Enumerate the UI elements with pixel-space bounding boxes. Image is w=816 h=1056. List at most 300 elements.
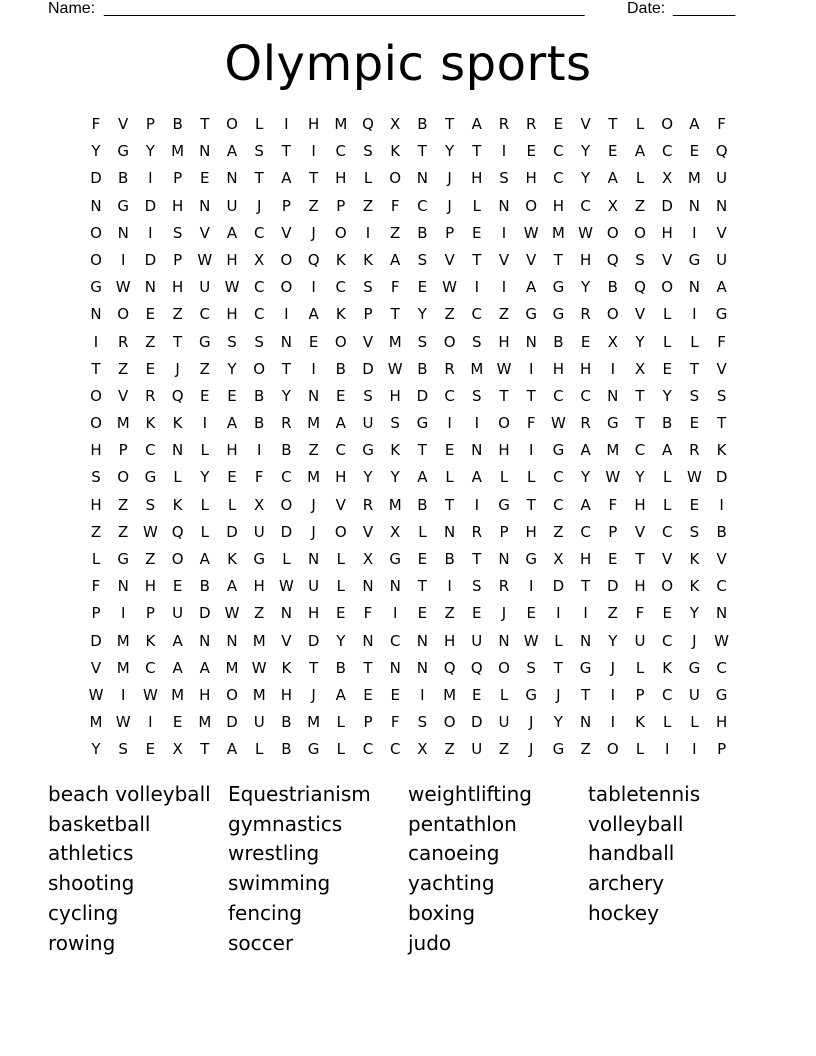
grid-letter[interactable]: O [280,250,293,269]
grid-letter[interactable]: E [336,386,346,405]
grid-letter[interactable]: L [418,522,427,541]
grid-letter[interactable]: D [307,631,320,650]
grid-letter[interactable]: E [417,604,428,623]
grid-letter[interactable]: T [363,658,373,677]
grid-letter[interactable]: T [254,169,264,188]
grid-letter[interactable]: M [116,414,130,433]
grid-letter[interactable]: T [445,495,455,514]
grid-letter[interactable]: O [661,577,674,596]
grid-letter[interactable]: E [145,740,156,759]
grid-letter[interactable]: O [90,386,102,405]
grid-letter[interactable]: D [226,713,238,732]
grid-letter[interactable]: E [472,223,482,242]
grid-letter[interactable]: B [444,550,455,568]
grid-letter[interactable]: I [501,223,507,242]
grid-letter[interactable]: D [280,522,293,541]
grid-letter[interactable]: F [91,577,101,596]
grid-letter[interactable]: M [89,713,103,732]
grid-letter[interactable]: T [689,359,699,378]
grid-letter[interactable]: S [472,577,482,596]
grid-letter[interactable]: O [90,223,102,242]
grid-letter[interactable]: N [688,278,700,297]
grid-letter[interactable]: O [634,223,646,242]
grid-letter[interactable]: W [115,713,131,732]
grid-letter[interactable]: R [580,414,591,433]
grid-letter[interactable]: R [498,115,510,133]
grid-letter[interactable]: A [335,414,346,433]
grid-letter[interactable]: G [389,550,401,568]
grid-letter[interactable]: S [390,414,400,433]
grid-letter[interactable]: B [335,359,346,378]
grid-letter[interactable]: L [663,305,672,324]
grid-letter[interactable]: N [144,278,156,297]
grid-letter[interactable]: I [311,278,316,297]
grid-letter[interactable]: I [311,359,316,378]
grid-letter[interactable]: A [199,658,210,677]
grid-letter[interactable]: A [335,685,346,704]
grid-letter[interactable]: S [118,740,128,759]
grid-letter[interactable]: H [634,577,646,596]
grid-letter[interactable]: Q [362,115,374,133]
grid-letter[interactable]: T [526,495,536,514]
grid-letter[interactable]: T [390,305,400,324]
grid-letter[interactable]: J [311,495,316,514]
grid-letter[interactable]: C [253,305,265,324]
grid-letter[interactable]: J [610,658,616,677]
grid-letter[interactable]: Y [553,713,563,732]
grid-letter[interactable]: M [225,658,239,677]
grid-letter[interactable]: C [553,468,564,487]
grid-letter[interactable]: A [716,278,727,297]
grid-letter[interactable]: V [662,550,673,568]
grid-letter[interactable]: N [389,658,401,677]
grid-letter[interactable]: V [362,332,374,351]
grid-letter[interactable]: E [472,604,482,623]
grid-letter[interactable]: L [635,169,645,188]
grid-letter[interactable]: S [363,142,373,161]
grid-letter[interactable]: A [580,441,591,460]
grid-letter[interactable]: Z [553,522,564,541]
grid-letter[interactable]: I [148,713,153,732]
grid-letter[interactable]: P [173,250,183,269]
grid-letter[interactable]: H [335,169,347,188]
grid-letter[interactable]: H [498,441,510,460]
grid-letter[interactable]: Q [171,522,184,541]
grid-letter[interactable]: S [689,522,700,541]
grid-letter[interactable]: A [226,414,238,433]
grid-letter[interactable]: T [581,577,591,596]
grid-letter[interactable]: T [173,332,183,351]
grid-letter[interactable]: I [311,142,316,161]
grid-letter[interactable]: A [226,223,238,242]
grid-letter[interactable]: A [226,142,238,161]
grid-letter[interactable]: H [335,468,347,487]
grid-letter[interactable]: T [281,142,291,161]
grid-letter[interactable]: N [607,386,619,405]
grid-letter[interactable]: A [308,305,319,324]
grid-letter[interactable]: L [690,332,699,351]
grid-letter[interactable]: B [716,522,727,541]
grid-letter[interactable]: X [553,550,564,568]
grid-letter[interactable]: N [471,441,483,460]
grid-letter[interactable]: F [717,332,726,351]
grid-letter[interactable]: K [145,631,156,650]
grid-letter[interactable]: B [254,414,265,433]
grid-letter[interactable]: T [472,250,482,269]
grid-letter[interactable]: D [552,577,565,596]
grid-letter[interactable]: C [199,305,211,324]
grid-letter[interactable]: G [552,740,565,759]
grid-letter[interactable]: P [91,604,101,623]
grid-letter[interactable]: O [334,223,347,242]
grid-letter[interactable]: I [692,223,697,242]
grid-letter[interactable]: P [363,713,373,732]
grid-letter[interactable]: M [388,332,402,351]
grid-letter[interactable]: N [280,332,292,351]
grid-letter[interactable]: C [580,386,591,405]
grid-letter[interactable]: I [528,577,534,596]
grid-letter[interactable]: K [335,250,346,269]
grid-letter[interactable]: M [334,115,348,133]
grid-letter[interactable]: O [171,550,184,568]
grid-letter[interactable]: Y [145,142,155,161]
grid-letter[interactable]: M [171,685,185,704]
grid-letter[interactable]: L [635,740,645,759]
grid-letter[interactable]: S [172,223,183,242]
grid-letter[interactable]: G [579,658,592,677]
grid-letter[interactable]: L [200,441,209,460]
grid-letter[interactable]: X [254,495,265,514]
grid-letter[interactable]: R [689,441,700,460]
grid-letter[interactable]: V [634,305,646,324]
grid-letter[interactable]: J [311,223,316,242]
grid-letter[interactable]: H [715,713,728,732]
grid-letter[interactable]: K [363,250,373,269]
grid-letter[interactable]: B [553,332,564,351]
date-blank[interactable]: _______ [673,0,736,17]
grid-letter[interactable]: N [362,577,374,596]
grid-letter[interactable]: A [172,631,183,650]
grid-letter[interactable]: S [145,495,156,514]
grid-letter[interactable]: M [307,713,321,732]
grid-letter[interactable]: F [390,196,400,215]
grid-letter[interactable]: N [362,631,374,650]
grid-letter[interactable]: V [90,658,102,677]
grid-letter[interactable]: S [254,332,264,351]
grid-letter[interactable]: D [661,196,673,215]
grid-letter[interactable]: Q [606,250,619,269]
grid-letter[interactable]: Y [227,359,237,378]
grid-letter[interactable]: C [553,169,564,188]
grid-letter[interactable]: H [579,250,592,269]
grid-letter[interactable]: Q [307,250,320,269]
grid-letter[interactable]: I [93,332,99,351]
grid-letter[interactable]: J [501,604,507,623]
grid-letter[interactable]: B [662,414,673,433]
grid-letter[interactable]: R [362,495,374,514]
grid-letter[interactable]: B [199,577,210,596]
grid-letter[interactable]: O [661,115,674,133]
grid-letter[interactable]: L [91,550,101,568]
grid-letter[interactable]: X [607,332,618,351]
grid-letter[interactable]: D [90,169,102,188]
grid-letter[interactable]: L [663,713,672,732]
grid-letter[interactable]: H [443,631,456,650]
grid-letter[interactable]: Z [172,305,183,324]
grid-letter[interactable]: W [224,278,240,297]
grid-letter[interactable]: D [471,713,483,732]
grid-letter[interactable]: C [716,577,727,596]
grid-letter[interactable]: H [90,441,102,460]
grid-letter[interactable]: P [173,169,183,188]
grid-letter[interactable]: N [199,142,211,161]
grid-letter[interactable]: L [663,495,672,514]
grid-letter[interactable]: E [336,604,346,623]
grid-letter[interactable]: C [389,740,401,759]
grid-letter[interactable]: T [553,658,563,677]
grid-letter[interactable]: Z [444,740,455,759]
grid-letter[interactable]: C [553,386,564,405]
grid-letter[interactable]: Y [635,468,645,487]
grid-letter[interactable]: V [526,250,537,269]
grid-letter[interactable]: L [690,713,699,732]
grid-letter[interactable]: A [471,468,482,487]
grid-letter[interactable]: C [389,631,401,650]
grid-letter[interactable]: R [117,332,129,351]
grid-letter[interactable]: G [715,685,728,704]
grid-letter[interactable]: H [253,577,265,596]
grid-letter[interactable]: W [142,522,158,541]
grid-letter[interactable]: L [336,550,345,568]
grid-letter[interactable]: M [252,631,266,650]
grid-letter[interactable]: B [172,115,183,133]
grid-letter[interactable]: O [443,713,456,732]
grid-letter[interactable]: T [717,414,727,433]
grid-letter[interactable]: G [525,550,537,568]
grid-letter[interactable]: Z [145,550,156,568]
grid-letter[interactable]: E [608,142,618,161]
grid-letter[interactable]: W [523,223,539,242]
grid-letter[interactable]: N [579,713,592,732]
grid-letter[interactable]: Y [417,305,427,324]
grid-letter[interactable]: R [498,577,510,596]
grid-letter[interactable]: P [118,441,128,460]
grid-letter[interactable]: S [499,169,509,188]
grid-letter[interactable]: O [334,522,347,541]
grid-letter[interactable]: R [444,359,455,378]
grid-letter[interactable]: K [689,550,700,568]
grid-letter[interactable]: D [607,577,619,596]
grid-letter[interactable]: A [172,658,183,677]
grid-letter[interactable]: B [417,495,428,514]
grid-letter[interactable]: L [527,468,536,487]
grid-letter[interactable]: W [496,359,512,378]
grid-letter[interactable]: M [252,685,266,704]
grid-letter[interactable]: S [526,658,536,677]
grid-letter[interactable]: N [90,305,102,324]
grid-letter[interactable]: T [91,359,101,378]
grid-letter[interactable]: S [417,250,428,269]
grid-letter[interactable]: J [528,713,534,732]
grid-letter[interactable]: B [281,441,292,460]
grid-letter[interactable]: H [525,169,537,188]
grid-letter[interactable]: I [120,685,126,704]
grid-letter[interactable]: S [472,332,482,351]
grid-letter[interactable]: Y [445,142,455,161]
grid-letter[interactable]: I [583,604,588,623]
grid-letter[interactable]: E [608,550,618,568]
grid-letter[interactable]: M [551,223,565,242]
grid-letter[interactable]: U [471,740,483,759]
grid-letter[interactable]: U [634,631,646,650]
grid-letter[interactable]: H [389,386,401,405]
grid-letter[interactable]: M [171,142,185,161]
grid-letter[interactable]: I [365,223,371,242]
grid-letter[interactable]: I [610,359,616,378]
grid-letter[interactable]: W [714,631,730,650]
grid-letter[interactable]: L [200,495,209,514]
grid-letter[interactable]: T [200,740,210,759]
grid-letter[interactable]: P [336,196,346,215]
grid-letter[interactable]: Q [470,658,483,677]
grid-letter[interactable]: E [172,713,183,732]
grid-letter[interactable]: T [200,115,210,133]
grid-letter[interactable]: M [116,658,130,677]
grid-letter[interactable]: O [253,359,266,378]
grid-letter[interactable]: I [719,495,724,514]
grid-letter[interactable]: G [416,414,429,433]
grid-letter[interactable]: H [471,169,483,188]
grid-letter[interactable]: E [200,169,210,188]
grid-letter[interactable]: Y [363,468,373,487]
grid-letter[interactable]: D [199,604,211,623]
grid-letter[interactable]: O [525,196,538,215]
grid-letter[interactable]: S [254,142,264,161]
grid-letter[interactable]: Z [308,441,319,460]
grid-letter[interactable]: Q [715,142,728,161]
grid-letter[interactable]: K [281,658,292,677]
grid-letter[interactable]: T [417,441,427,460]
grid-letter[interactable]: I [474,495,480,514]
grid-letter[interactable]: G [117,196,129,215]
grid-letter[interactable]: K [635,713,645,732]
grid-letter[interactable]: E [472,685,482,704]
grid-letter[interactable]: L [663,332,672,351]
grid-letter[interactable]: V [118,386,129,405]
grid-letter[interactable]: K [689,577,700,596]
grid-letter[interactable]: K [662,658,673,677]
grid-letter[interactable]: D [144,250,157,269]
grid-letter[interactable]: L [554,631,563,650]
grid-letter[interactable]: X [362,550,374,568]
grid-letter[interactable]: O [606,223,619,242]
grid-letter[interactable]: F [254,468,264,487]
name-blank[interactable]: ______________________________________________________ [104,0,585,17]
grid-letter[interactable]: T [309,658,319,677]
grid-letter[interactable]: V [634,522,646,541]
grid-letter[interactable]: Z [90,522,102,541]
grid-letter[interactable]: B [281,740,292,759]
grid-letter[interactable]: G [498,495,510,514]
grid-letter[interactable]: I [664,740,670,759]
grid-letter[interactable]: Y [581,169,591,188]
grid-letter[interactable]: Z [118,522,129,541]
grid-letter[interactable]: V [716,359,727,378]
grid-letter[interactable]: O [389,169,402,188]
grid-letter[interactable]: I [148,223,153,242]
grid-letter[interactable]: U [199,278,211,297]
grid-letter[interactable]: W [605,468,621,487]
grid-letter[interactable]: W [387,359,403,378]
grid-letter[interactable]: L [499,468,509,487]
grid-letter[interactable]: M [307,414,321,433]
grid-letter[interactable]: I [501,142,507,161]
grid-letter[interactable]: O [443,332,456,351]
grid-letter[interactable]: G [362,441,374,460]
grid-letter[interactable]: V [662,250,673,269]
grid-letter[interactable]: C [661,685,673,704]
grid-letter[interactable]: K [227,550,237,568]
grid-letter[interactable]: B [417,115,428,133]
grid-letter[interactable]: N [90,196,102,215]
grid-letter[interactable]: E [390,685,400,704]
grid-letter[interactable]: N [416,658,428,677]
grid-letter[interactable]: T [417,142,427,161]
grid-letter[interactable]: P [717,740,727,759]
grid-letter[interactable]: H [307,604,320,623]
grid-letter[interactable]: N [389,577,401,596]
grid-letter[interactable]: D [416,386,429,405]
grid-letter[interactable]: I [528,359,534,378]
grid-letter[interactable]: E [444,441,455,460]
grid-letter[interactable]: W [578,223,594,242]
grid-letter[interactable]: H [226,250,238,269]
grid-letter[interactable]: O [226,115,238,133]
grid-letter[interactable]: N [307,550,320,568]
grid-letter[interactable]: E [580,332,591,351]
grid-letter[interactable]: V [118,115,129,133]
grid-letter[interactable]: T [635,414,645,433]
grid-letter[interactable]: W [686,468,702,487]
grid-letter[interactable]: Y [200,468,210,487]
grid-letter[interactable]: C [716,658,727,677]
grid-letter[interactable]: P [499,522,509,541]
grid-letter[interactable]: O [498,658,510,677]
grid-letter[interactable]: G [117,550,129,568]
grid-letter[interactable]: J [311,522,316,541]
grid-letter[interactable]: G [552,441,565,460]
grid-letter[interactable]: R [281,414,292,433]
grid-letter[interactable]: O [606,305,619,324]
grid-letter[interactable]: Z [498,740,510,759]
grid-letter[interactable]: X [390,115,401,133]
grid-letter[interactable]: X [662,169,673,188]
grid-letter[interactable]: Y [91,740,101,759]
grid-letter[interactable]: L [663,468,672,487]
grid-letter[interactable]: A [471,115,482,133]
grid-letter[interactable]: E [145,359,156,378]
grid-letter[interactable]: A [281,169,292,188]
grid-letter[interactable]: I [474,278,480,297]
grid-letter[interactable]: Y [581,278,591,297]
grid-letter[interactable]: I [501,278,507,297]
grid-letter[interactable]: L [200,522,209,541]
grid-letter[interactable]: G [525,305,537,324]
grid-letter[interactable]: C [362,740,374,759]
grid-letter[interactable]: N [688,196,700,215]
grid-letter[interactable]: C [335,142,347,161]
grid-letter[interactable]: G [253,550,265,568]
